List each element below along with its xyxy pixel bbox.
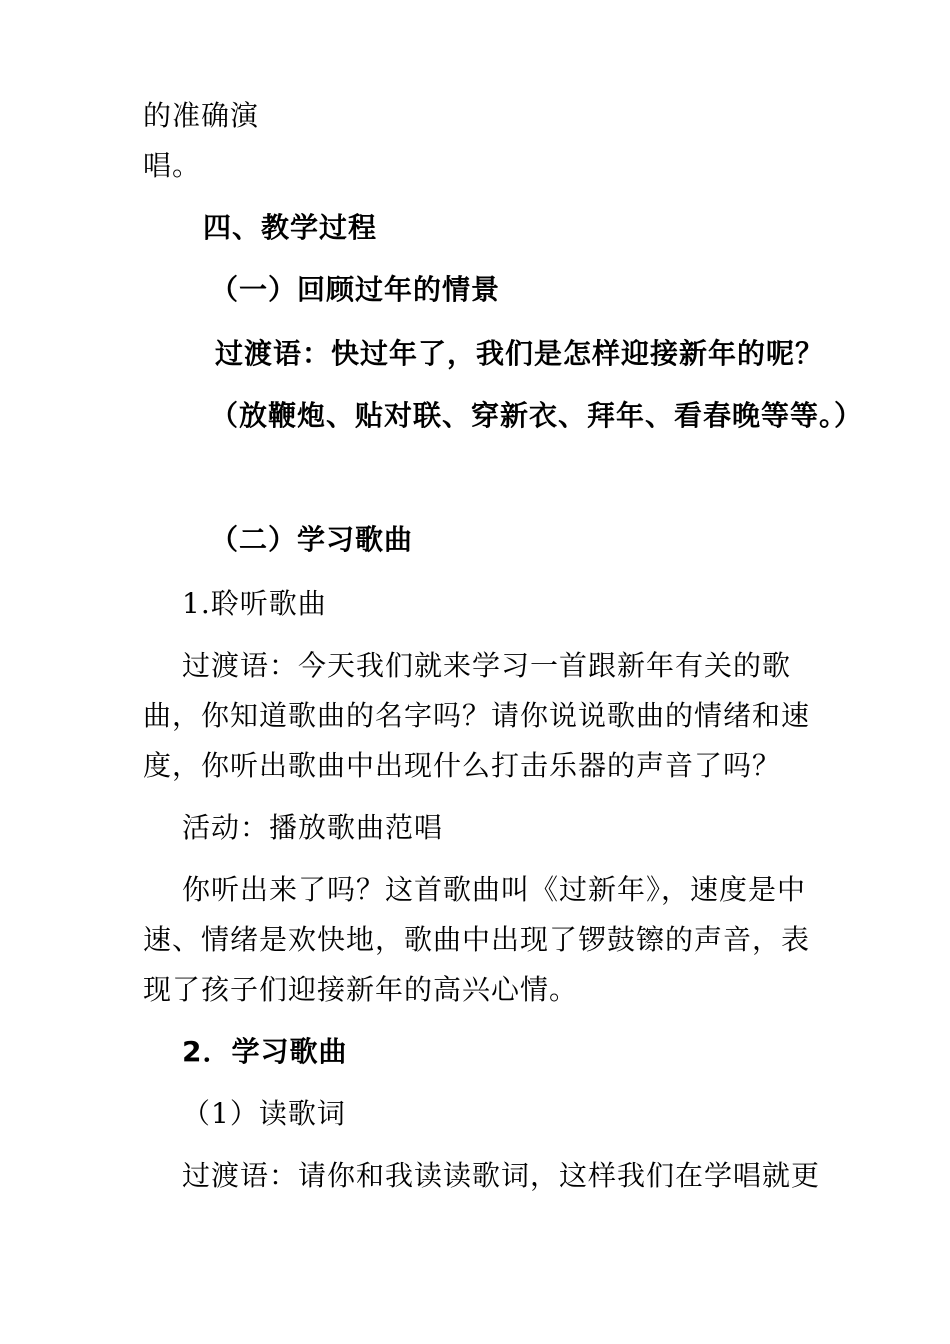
paragraph-answer-line-1: 你听出来了吗？这首歌曲叫《过新年》，速度是中 xyxy=(182,873,807,906)
paragraph-answer-line-2: 速、情绪是欢快地，歌曲中出现了锣鼓镲的声音，表 xyxy=(143,923,811,956)
answer-line-activities: （放鞭炮、贴对联、穿新衣、拜年、看春晚等等。） xyxy=(210,399,864,432)
paragraph-transition-line-2: 曲，你知道歌曲的名字吗？请你说说歌曲的情绪和速 xyxy=(143,699,811,732)
item-heading-listen: 1.聆听歌曲 xyxy=(182,587,327,620)
activity-line: 活动：播放歌曲范唱 xyxy=(182,811,444,844)
item-heading-learn-song: 2．学习歌曲 xyxy=(182,1035,348,1068)
carryover-line-1: 的准确演 xyxy=(143,99,260,132)
subsection-heading-learn-song: （二）学习歌曲 xyxy=(210,523,414,556)
carryover-line-2: 唱。 xyxy=(143,149,202,182)
paragraph-transition-line-3: 度，你听出歌曲中出现什么打击乐器的声音了吗？ xyxy=(143,749,782,782)
step-read-lyrics: （1）读歌词 xyxy=(182,1097,346,1130)
subsection-heading-review: （一）回顾过年的情景 xyxy=(210,273,501,306)
paragraph-transition-line-1: 过渡语：今天我们就来学习一首跟新年有关的歌 xyxy=(182,649,792,682)
paragraph-lyrics-transition: 过渡语：请你和我读读歌词，这样我们在学唱就更 xyxy=(182,1159,821,1192)
transition-line-new-year: 过渡语：快过年了，我们是怎样迎接新年的呢？ xyxy=(215,337,825,370)
section-heading-teaching-process: 四、教学过程 xyxy=(203,211,378,244)
paragraph-answer-line-3: 现了孩子们迎接新年的高兴心情。 xyxy=(143,973,579,1006)
